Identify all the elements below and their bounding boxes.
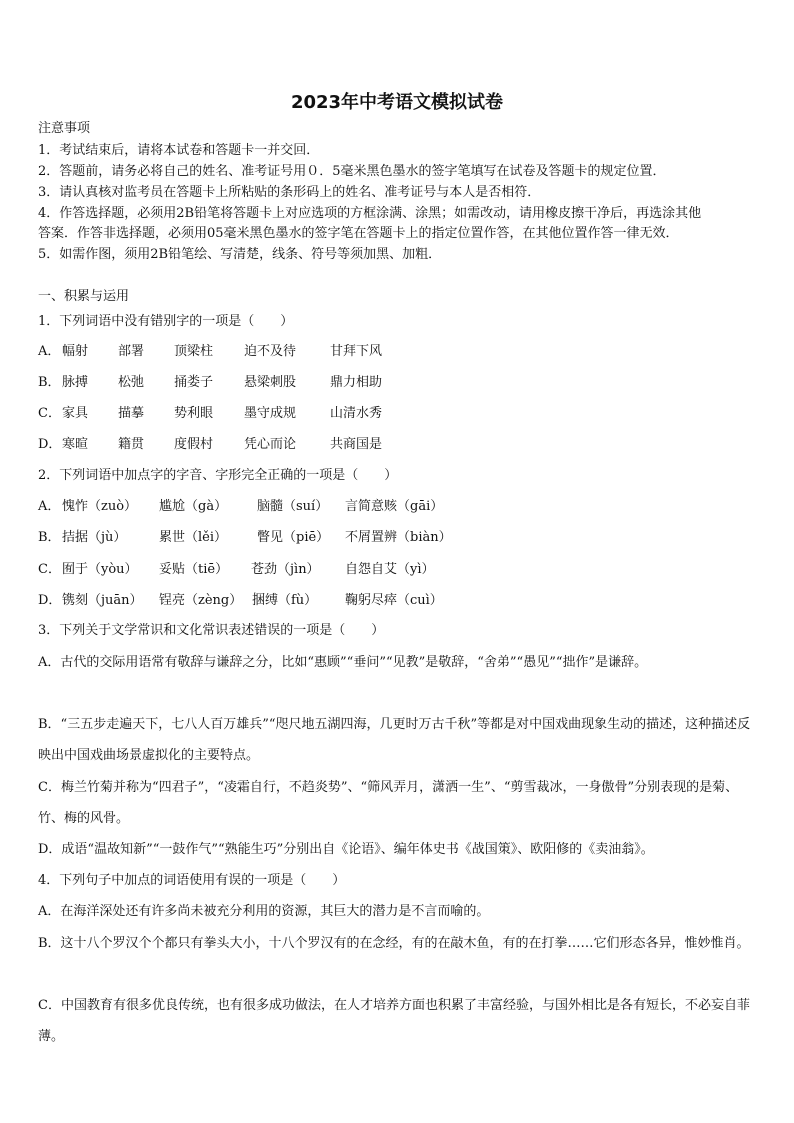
question-2-stem: 2．下列词语中加点字的字音、字形完全正确的一项是（ ）	[38, 468, 398, 483]
question-3-option-b: B．“三五步走遍天下，七八人百万雄兵”“咫尺地五湖四海，几更时万古千秋”等都是对中国戏曲现象生动的描述，这种描述反映出中国戏曲场景虚拟化的主要特点。	[38, 717, 751, 763]
question-2-option-c: C．囿于（yòu） 妥贴（tiē） 苍劲（jìn） 自怨自艾（yì）	[38, 562, 435, 577]
note-item: 答案．作答非选择题，必须用05毫米黑色墨水的签字笔在答题卡上的指定位置作答，在其他位置作答一律无效．	[38, 226, 679, 241]
page-title: 2023年中考语文模拟试卷	[290, 92, 504, 113]
section-heading: 一、积累与运用	[38, 289, 130, 304]
question-4-option-b: B．这十八个罗汉个个都只有拳头大小，十八个罗汉有的在念经，有的在敲木鱼，有的在打拳……它们形态各异，惟妙惟肖。	[38, 936, 750, 951]
question-3-option-d: D．成语“温故知新”“一鼓作气”“熟能生巧”分别出自《论语》、编年体史书《战国策》、欧阳修的《卖油翁》。	[38, 842, 654, 857]
question-3-stem: 3．下列关于文学常识和文化常识表述错误的一项是（ ）	[38, 623, 385, 638]
question-2-option-a: A． 愧怍（zuò） 尴尬（gà） 脑髓（suí） 言简意赅（gāi）	[38, 499, 444, 514]
question-1-option-c: C．家具 描摹 势利眼 墨守成规 山清水秀	[38, 406, 383, 421]
question-1-option-d: D．寒暄 籍贯 度假村 凭心而论 共商国是	[38, 437, 383, 452]
question-3-option-a: A．古代的交际用语常有敬辞与谦辞之分，比如“惠顾”“垂问”“见教”是敬辞，“舍弟”“愚见”“拙作”是谦辞。	[38, 655, 648, 670]
question-4-option-c: C．中国教育有很多优良传统，也有很多成功做法，在人才培养方面也积累了丰富经验，与国外相比是各有短长，不必妄自菲薄。	[38, 998, 750, 1044]
question-3-option-c: C．梅兰竹菊并称为“四君子”，“凌霜自行，不趋炎势”、“筛风弄月，潇洒一生”、“剪雪裁冰，一身傲骨”分别表现的是菊、竹、梅的风骨。	[38, 780, 739, 826]
note-item: 2．答题前，请务必将自己的姓名、准考证号用０．5毫米黑色墨水的签字笔填写在试卷及答题卡的规定位置．	[38, 164, 666, 179]
note-item: 4．作答选择题，必须用2B铅笔将答题卡上对应选项的方框涂满、涂黑；如需改动，请用橡皮擦干净后，再选涂其他	[38, 206, 702, 221]
question-4-option-a: A．在海洋深处还有许多尚未被充分利用的资源，其巨大的潜力是不言而喻的。	[38, 904, 490, 919]
question-2-option-b: B．拮据（jù） 累世（lěi） 瞥见（piē） 不屑置辨（biàn）	[38, 530, 452, 545]
question-4-stem: 4．下列句子中加点的词语使用有误的一项是（ ）	[38, 873, 346, 888]
question-1-stem: 1．下列词语中没有错别字的一项是（ ）	[38, 314, 294, 329]
question-2-option-d: D．镌刻（juān） 锃亮（zèng） 捆缚（fù） 鞠躬尽瘁（cuì）	[38, 593, 443, 608]
note-item: 5．如需作图，须用2B铅笔绘、写清楚，线条、符号等须加黑、加粗．	[38, 247, 442, 262]
question-1-option-a: A． 幅射 部署 顶梁柱 迫不及待 甘拜下风	[38, 344, 383, 359]
note-item: 3．请认真核对监考员在答题卡上所粘贴的条形码上的姓名、准考证号与本人是否相符．	[38, 185, 541, 200]
notes-heading: 注意事项	[38, 121, 91, 136]
question-1-option-b: B．脉搏 松弛 捅娄子 悬梁刺股 鼎力相助	[38, 375, 383, 390]
note-item: 1．考试结束后，请将本试卷和答题卡一并交回．	[38, 143, 320, 158]
